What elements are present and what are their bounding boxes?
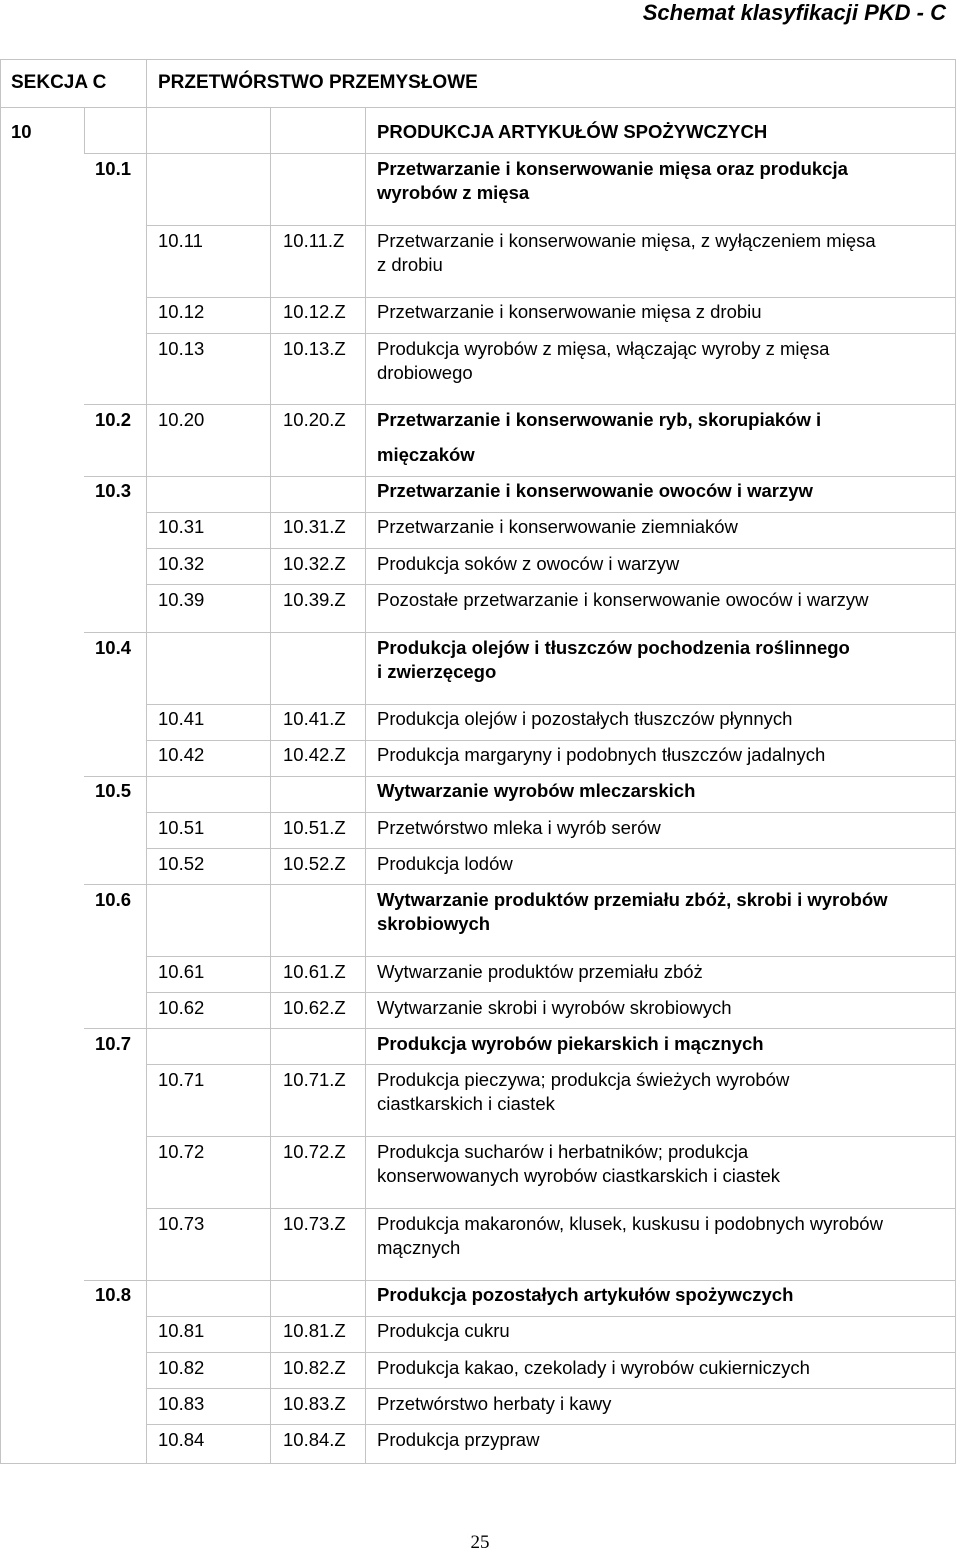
- class-code: 10.13: [158, 338, 205, 359]
- row-description: Produkcja margaryny i podobnych tłuszczów jadalnych: [377, 744, 826, 765]
- class-code: 10.51: [158, 817, 205, 838]
- row-description: Wytwarzanie produktów przemiału zbóż, skrobi i wyrobów: [377, 889, 888, 910]
- table-line: [146, 848, 956, 849]
- table-line: [146, 1064, 956, 1065]
- subclass-code: 10.81.Z: [283, 1320, 346, 1341]
- row-description: Przetwarzanie i konserwowanie mięsa oraz produkcja: [377, 158, 848, 179]
- division-code: 10: [11, 121, 32, 142]
- table-line: [146, 512, 956, 513]
- table-line: [270, 107, 271, 1464]
- page-header-title: Schemat klasyfikacji PKD - C: [642, 0, 946, 25]
- row-description: konserwowanych wyrobów ciastkarskich i ciastek: [377, 1165, 781, 1186]
- row-description: Przetwarzanie i konserwowanie mięsa, z wyłączeniem mięsa: [377, 230, 876, 251]
- class-code: 10.32: [158, 553, 205, 574]
- subclass-code: 10.20.Z: [283, 409, 346, 430]
- table-line: [146, 548, 956, 549]
- class-code: 10.31: [158, 516, 205, 537]
- row-description: Produkcja olejów i tłuszczów pochodzenia roślinnego: [377, 637, 850, 658]
- class-code: 10.11: [158, 230, 203, 251]
- subclass-code: 10.12.Z: [283, 301, 346, 322]
- class-code: 10.42: [158, 744, 205, 765]
- table-line: [146, 297, 956, 298]
- subclass-code: 10.32.Z: [283, 553, 346, 574]
- table-line: [0, 59, 1, 1464]
- subclass-code: 10.84.Z: [283, 1429, 346, 1450]
- table-line: [146, 1388, 956, 1389]
- class-code: 10.81: [158, 1320, 205, 1341]
- row-description: Produkcja olejów i pozostałych tłuszczów płynnych: [377, 708, 793, 729]
- row-description: skrobiowych: [377, 913, 491, 934]
- table-line: [365, 107, 366, 1464]
- subclass-code: 10.42.Z: [283, 744, 346, 765]
- group-code: 10.2: [95, 409, 132, 430]
- table-line: [146, 1352, 956, 1353]
- table-line: [146, 225, 956, 226]
- group-code: 10.5: [95, 780, 132, 801]
- subclass-code: 10.52.Z: [283, 853, 346, 874]
- class-code: 10.72: [158, 1141, 205, 1162]
- table-line: [84, 404, 956, 405]
- row-description: Produkcja cukru: [377, 1320, 510, 1341]
- row-description: Produkcja pieczywa; produkcja świeżych wyrobów: [377, 1069, 790, 1090]
- table-line: [146, 1136, 956, 1137]
- class-code: 10.82: [158, 1357, 205, 1378]
- class-code: 10.62: [158, 997, 205, 1018]
- table-line: [84, 632, 956, 633]
- page-number: 25: [470, 1532, 490, 1553]
- row-description: z drobiu: [377, 254, 443, 275]
- row-description: Produkcja soków z owoców i warzyw: [377, 553, 680, 574]
- row-description: mięczaków: [377, 444, 475, 465]
- division-name: PRODUKCJA ARTYKUŁÓW SPOŻYWCZYCH: [377, 121, 768, 142]
- row-description: Produkcja pozostałych artykułów spożywczych: [377, 1284, 794, 1305]
- subclass-code: 10.72.Z: [283, 1141, 346, 1162]
- class-code: 10.52: [158, 853, 205, 874]
- row-description: Przetwórstwo herbaty i kawy: [377, 1393, 612, 1414]
- subclass-code: 10.61.Z: [283, 961, 346, 982]
- row-description: drobiowego: [377, 362, 473, 383]
- table-line: [146, 59, 147, 107]
- table-line: [146, 584, 956, 585]
- group-code: 10.7: [95, 1033, 132, 1054]
- table-line: [146, 992, 956, 993]
- row-description: Przetwarzanie i konserwowanie ryb, skorupiaków i: [377, 409, 822, 430]
- class-code: 10.73: [158, 1213, 205, 1234]
- subclass-code: 10.13.Z: [283, 338, 346, 359]
- subclass-code: 10.51.Z: [283, 817, 346, 838]
- group-code: 10.1: [95, 158, 132, 179]
- table-line: [0, 107, 956, 108]
- subclass-code: 10.39.Z: [283, 589, 346, 610]
- table-line: [146, 740, 956, 741]
- table-line: [84, 776, 956, 777]
- row-description: Przetwarzanie i konserwowanie owoców i warzyw: [377, 480, 813, 501]
- table-line: [84, 153, 956, 154]
- subclass-code: 10.62.Z: [283, 997, 346, 1018]
- row-description: Wytwarzanie skrobi i wyrobów skrobiowych: [377, 997, 732, 1018]
- subclass-code: 10.71.Z: [283, 1069, 346, 1090]
- section-code: SEKCJA C: [11, 72, 107, 93]
- table-line: [84, 476, 956, 477]
- row-description: Produkcja przypraw: [377, 1429, 540, 1450]
- subclass-code: 10.11.Z: [283, 230, 345, 251]
- table-line: [146, 812, 956, 813]
- row-description: Produkcja lodów: [377, 853, 513, 874]
- table-line: [146, 333, 956, 334]
- row-description: Przetwórstwo mleka i wyrób serów: [377, 817, 661, 838]
- class-code: 10.41: [158, 708, 205, 729]
- table-line: [0, 1463, 956, 1464]
- row-description: wyrobów z mięsa: [377, 182, 530, 203]
- row-description: Produkcja wyrobów piekarskich i mącznych: [377, 1033, 764, 1054]
- table-line: [146, 1424, 956, 1425]
- table-line: [84, 107, 85, 153]
- row-description: Produkcja kakao, czekolady i wyrobów cukierniczych: [377, 1357, 810, 1378]
- row-description: Produkcja sucharów i herbatników; produkcja: [377, 1141, 749, 1162]
- row-description: Wytwarzanie wyrobów mleczarskich: [377, 780, 696, 801]
- section-name: PRZETWÓRSTWO PRZEMYSŁOWE: [158, 72, 478, 93]
- table-line: [146, 956, 956, 957]
- table-line: [955, 59, 956, 1464]
- class-code: 10.12: [158, 301, 205, 322]
- subclass-code: 10.73.Z: [283, 1213, 346, 1234]
- table-line: [0, 59, 956, 60]
- subclass-code: 10.82.Z: [283, 1357, 346, 1378]
- row-description: Przetwarzanie i konserwowanie mięsa z drobiu: [377, 301, 762, 322]
- row-description: Produkcja makaronów, klusek, kuskusu i podobnych wyrobów: [377, 1213, 883, 1234]
- row-description: Przetwarzanie i konserwowanie ziemniaków: [377, 516, 738, 537]
- group-code: 10.6: [95, 889, 132, 910]
- table-line: [146, 1208, 956, 1209]
- class-code: 10.84: [158, 1429, 205, 1450]
- class-code: 10.83: [158, 1393, 205, 1414]
- table-line: [146, 704, 956, 705]
- subclass-code: 10.31.Z: [283, 516, 346, 537]
- group-code: 10.8: [95, 1284, 132, 1305]
- row-description: i zwierzęcego: [377, 661, 497, 682]
- group-code: 10.4: [95, 637, 132, 658]
- group-code: 10.3: [95, 480, 132, 501]
- table-line: [84, 1028, 956, 1029]
- table-line: [146, 1316, 956, 1317]
- row-description: Produkcja wyrobów z mięsa, włączając wyroby z mięsa: [377, 338, 830, 359]
- table-line: [146, 107, 147, 1464]
- subclass-code: 10.83.Z: [283, 1393, 346, 1414]
- table-line: [84, 1280, 956, 1281]
- class-code: 10.61: [158, 961, 205, 982]
- row-description: Wytwarzanie produktów przemiału zbóż: [377, 961, 703, 982]
- row-description: mącznych: [377, 1237, 461, 1258]
- class-code: 10.39: [158, 589, 205, 610]
- class-code: 10.71: [158, 1069, 205, 1090]
- row-description: ciastkarskich i ciastek: [377, 1093, 555, 1114]
- row-description: Pozostałe przetwarzanie i konserwowanie owoców i warzyw: [377, 589, 869, 610]
- subclass-code: 10.41.Z: [283, 708, 346, 729]
- class-code: 10.20: [158, 409, 205, 430]
- table-line: [84, 884, 956, 885]
